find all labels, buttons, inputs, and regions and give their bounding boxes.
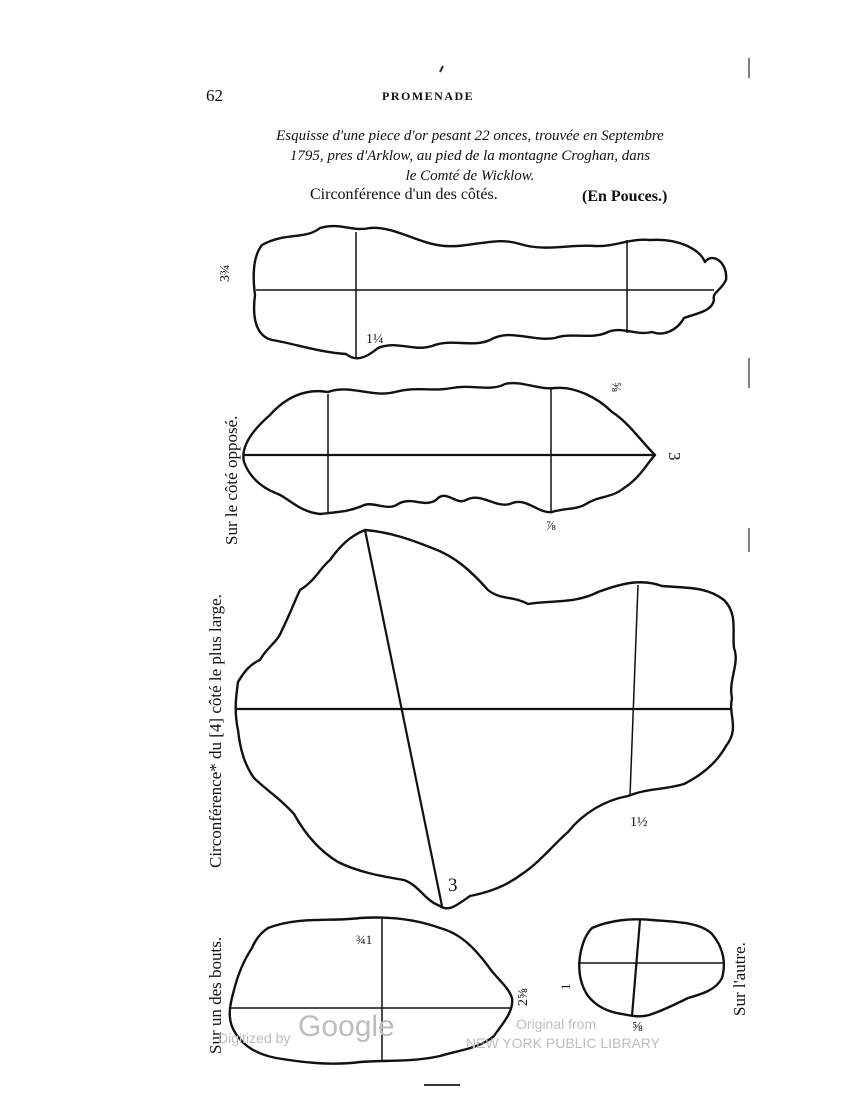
ink-speck	[440, 66, 443, 72]
fig2-bottom-label: ⅞	[546, 518, 556, 533]
fig5-left-label: 1	[558, 983, 573, 990]
running-head: PROMENADE	[382, 89, 475, 103]
figure-1-outline	[254, 226, 726, 358]
label-widest-side: Circonférence* du [4] côté le plus large.	[206, 594, 225, 868]
fig1-height-label: 3¾	[218, 264, 233, 282]
fig3-diagonal-label: 3	[448, 875, 458, 896]
fig2-right-label: ⅝	[609, 382, 624, 392]
figure-subtitle: Circonférence d'un des côtés.	[310, 186, 498, 203]
watermark-google-logo: Google	[298, 1010, 395, 1043]
fig4-top-label: ¾1	[356, 932, 373, 947]
figure-2-opposite-side	[243, 383, 655, 514]
fig1-width-label: 1¼	[366, 332, 384, 347]
figure-5-height-axis	[632, 920, 640, 1016]
label-opposite-side: Sur le côté opposé.	[222, 415, 241, 545]
watermark-digitized: Digitized by	[218, 1030, 291, 1046]
fig4-right-label: 2⅝	[516, 988, 531, 1006]
figure-3-outline	[236, 530, 736, 908]
caption-line-2: 1795, pres d'Arklow, au pied de la montagne Croghan, dans	[289, 148, 651, 164]
figure-2-outline	[243, 383, 655, 514]
figure-5-outline	[579, 919, 724, 1016]
fig3-right-label: 1½	[630, 815, 648, 830]
label-other-end: Sur l'autre.	[730, 942, 749, 1016]
figure-3-widest-side	[236, 530, 736, 908]
figure-3-thickness-axis	[630, 585, 638, 796]
figure-3-diagonal-axis	[365, 530, 442, 906]
watermark-library: NEW YORK PUBLIC LIBRARY	[466, 1035, 660, 1051]
figure-5-other-end	[578, 919, 724, 1016]
label-one-end: Sur un des bouts.	[206, 936, 225, 1054]
caption-line-1: Esquisse d'une piece d'or pesant 22 onces, trouvée en Septembre	[276, 128, 664, 144]
units-label: (En Pouces.)	[582, 188, 668, 205]
fig2-length-label: 3	[665, 452, 684, 461]
caption-line-3: le Comté de Wicklow.	[405, 168, 535, 184]
figure-1-side	[254, 226, 726, 358]
page-number: 62	[206, 86, 223, 105]
fig5-bottom-label: ⅝	[632, 1020, 643, 1035]
watermark-original-from: Original from	[516, 1016, 597, 1032]
